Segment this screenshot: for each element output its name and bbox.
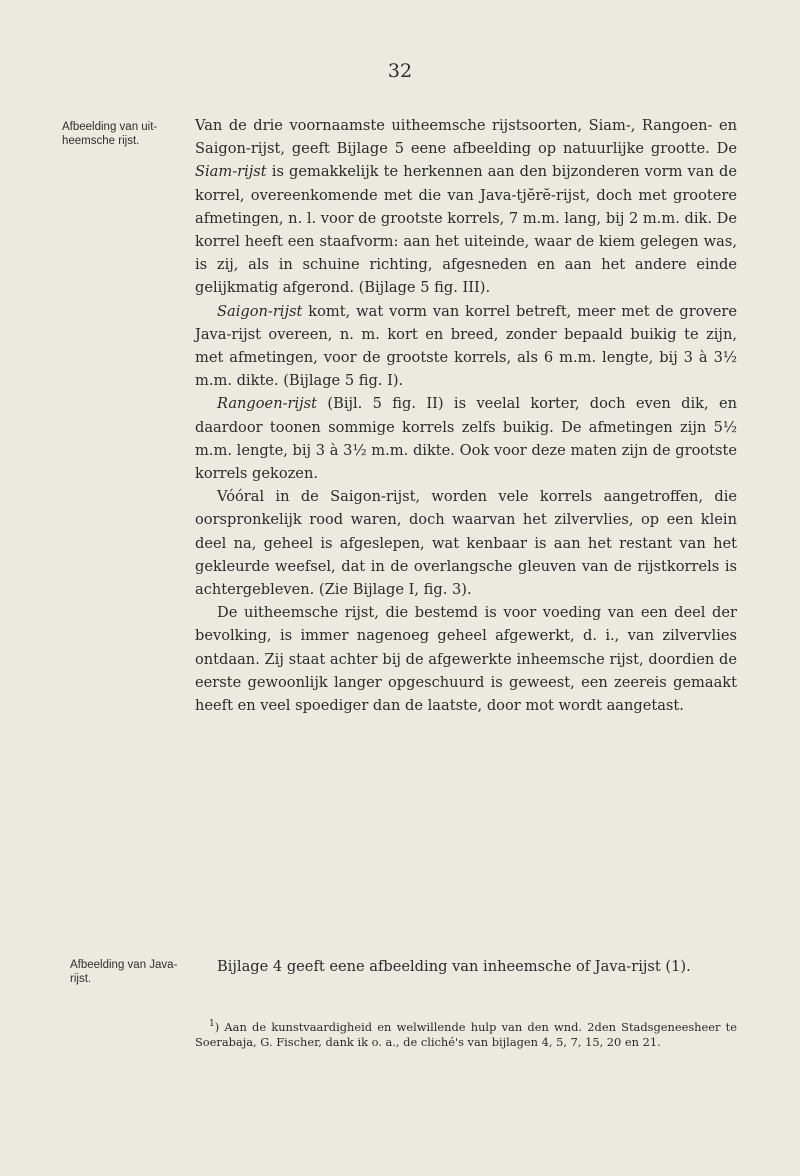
main-text (195, 114, 737, 717)
paragraph-text: komt, wat vorm van korrel betreft, meer met de grovere Java-rijst overeen, n. m. kort en breed, zonder bepaald buikig te zijn, met afmetingen, voor de grootste korrels, als 6 m.m. lengte, bij 3 à 3½ m.m. dikte. (Bijlage 5 fig. I). (195, 302, 737, 390)
paragraph-text: Van de drie voornaamste uitheemsche rijstsoorten, Siam-, Rangoen- en Saigon-rijst, geeft Bijlage 5 eene afbeelding op natuurlijke grootte. De (195, 117, 737, 158)
paragraph-rangoen (195, 392, 737, 485)
margin-note-foreign-rice: Afbeelding van uit-heemsche rijst. (62, 121, 158, 147)
term-rangoen-rijst: Rangoen-rijst (217, 395, 318, 413)
footnote-marker: 1 (209, 1019, 215, 1030)
footnote-ref[interactable]: 1 (671, 958, 681, 975)
footnote (195, 1020, 737, 1050)
paragraph-siam (195, 114, 737, 300)
term-siam-rijst: Siam-rijst (195, 163, 267, 181)
paragraph-java-rice (195, 955, 737, 978)
paragraph-foreign-rice-quality: De uitheemsche rijst, die bestemd is voor voeding van een deel der bevolking, is immer nagenoeg geheel afgewerkt, d. i., van zilvervlies ontdaan. Zij staat achter bij de afgewerkte inheemsche rijst, doordien de eerste gewoonlijk langer opgeschuurd is geweest, een zeereis gemaakt heeft en veel spoediger dan de laatste, door mot wordt aangetast. (195, 604, 737, 715)
paragraph-text: ). (680, 958, 691, 975)
page-number: 32 (387, 60, 413, 82)
paragraph-text: Bijlage 4 geeft eene afbeelding van inheemsche of Java-rijst ( (217, 958, 672, 975)
section-java-rice (195, 955, 737, 978)
paragraph-red-kernels: Vóóral in de Saigon-rijst, worden vele korrels aangetroffen, die oorspronkelijk rood waren, doch waarvan het zilvervlies, op een klein deel na, geheel is afgeslepen, wat kenbaar is aan het restant van het gekleurde weefsel, dat in de overlangsche gleuven van de rijstkorrels is achtergebleven. (Zie Bijlage I, fig. 3). (195, 488, 737, 599)
paragraph-text: (Bijl. 5 fig. II) is veelal korter, doch even dik, en daardoor toonen sommige korrels zelfs buikig. De afmetingen zijn 5½ m.m. lengte, bij 3 à 3½ m.m. dikte. Ook voor deze maten zijn de grootste korrels gekozen. (195, 395, 737, 483)
term-saigon-rijst: Saigon-rijst (217, 302, 303, 320)
paragraph-saigon (195, 300, 737, 393)
paragraph-text: is gemakkelijk te herkennen aan den bijzonderen vorm van de korrel, overeenkomende met die van Java-tjĕrĕ-rijst, doch met grootere afmetingen, n. l. voor de grootste korrels, 7 m.m. lang, bij 2 m.m. dik. De korrel heeft een staafvorm: aan het uiteinde, waar de kiem gelegen was, is zij, als in schuine richting, afgesneden en aan het andere einde gelijkmatig afgerond. (Bijlage 5 fig. III). (195, 163, 737, 297)
footnote-text (195, 1020, 737, 1050)
footnote-body: ) Aan de kunstvaardigheid en welwillende hulp van den wnd. 2den Stadsgeneesheer te Soerabaja, G. Fischer, dank ik o. a., de cliché's van bijlagen 4, 5, 7, 15, 20 en 21. (195, 1020, 737, 1049)
margin-note-java-rice: Afbeelding van Java-rijst. (70, 959, 178, 985)
